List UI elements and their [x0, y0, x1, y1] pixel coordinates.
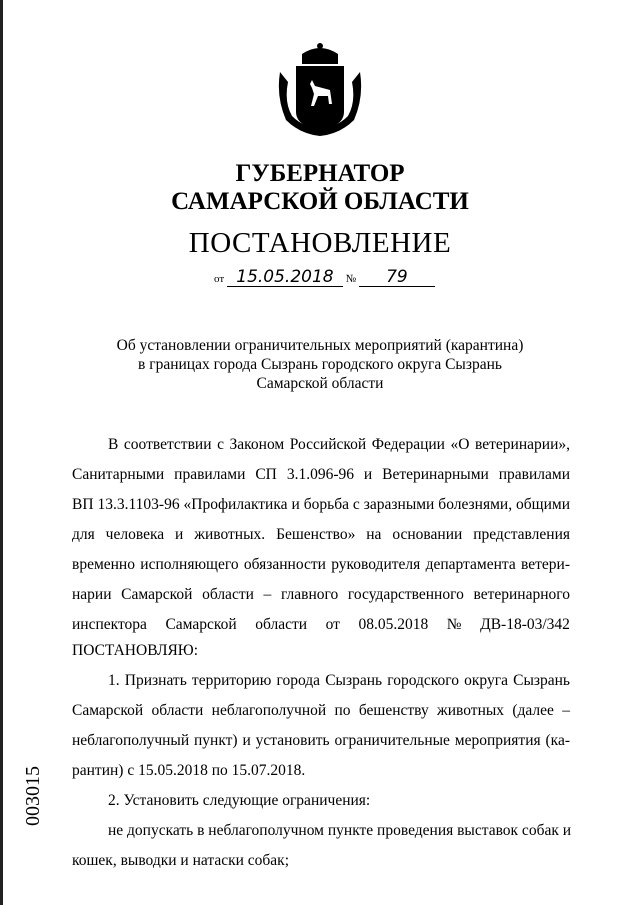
subject-line: Об установлении ограничительных мероприятий (карантина)	[116, 337, 524, 354]
body-line: кошек, выводки и натаски собак;	[72, 852, 290, 869]
date-prefix: от	[214, 273, 225, 285]
body-line: не допускать в неблагополучном пункте проведения выставок собак и	[108, 822, 572, 839]
word: Самарской	[165, 616, 237, 633]
date-value: 15.05.2018	[227, 268, 343, 287]
word: области	[255, 616, 308, 633]
side-serial-number: 003015	[22, 766, 44, 826]
number-prefix: №	[345, 273, 357, 285]
body-line: 1. Признать территорию города Сызрань городского округа Сызрань	[108, 672, 570, 689]
word: от	[325, 616, 340, 633]
samara-coat-of-arms-icon	[272, 42, 368, 138]
subject-line: в границах города Сызрань городского округа Сызрань	[138, 356, 502, 373]
word: инспектора	[72, 616, 147, 633]
body-line: Самарской области неблагополучной по бешенству животных (далее –	[72, 702, 570, 719]
scan-edge	[0, 0, 3, 905]
body-line: рантин) с 15.05.2018 по 15.07.2018.	[72, 762, 306, 779]
body-line: временно исполняющего обязанности руководителя департамента ветери-	[72, 556, 570, 573]
authority-line-1: ГУБЕРНАТОР	[235, 160, 405, 187]
authority-line-2: САМАРСКОЙ ОБЛАСТИ	[171, 188, 469, 215]
body-line: ПОСТАНОВЛЯЮ:	[72, 642, 199, 659]
word: №	[446, 616, 462, 633]
document-subject	[0, 336, 640, 393]
inspector-line	[72, 610, 570, 640]
body-line: нарии Самарской области – главного государственного ветеринарного	[72, 586, 570, 603]
date-number-line	[214, 268, 435, 287]
body-line: Санитарными правилами СП 3.1.096-96 и Ветеринарными правилами	[72, 466, 570, 483]
body-line: 2. Установить следующие ограничения:	[108, 792, 371, 809]
body-line: В соответствии с Законом Российской Федерации «О ветеринарии»,	[108, 436, 570, 453]
word: ДВ-18-03/342	[480, 616, 570, 633]
word: 08.05.2018	[358, 616, 429, 633]
body-line: ВП 13.3.1103-96 «Профилактика и борьба с заразными болезнями, общими	[72, 496, 570, 513]
number-value: 79	[359, 268, 435, 287]
document-body	[72, 430, 570, 876]
document-type: ПОСТАНОВЛЕНИЕ	[188, 227, 452, 259]
body-line: для человека и животных. Бешенство» на основании представления	[72, 526, 570, 543]
body-line: неблагополучный пункт) и установить ограничительные мероприятия (ка-	[72, 732, 570, 749]
subject-line: Самарской области	[256, 375, 384, 392]
